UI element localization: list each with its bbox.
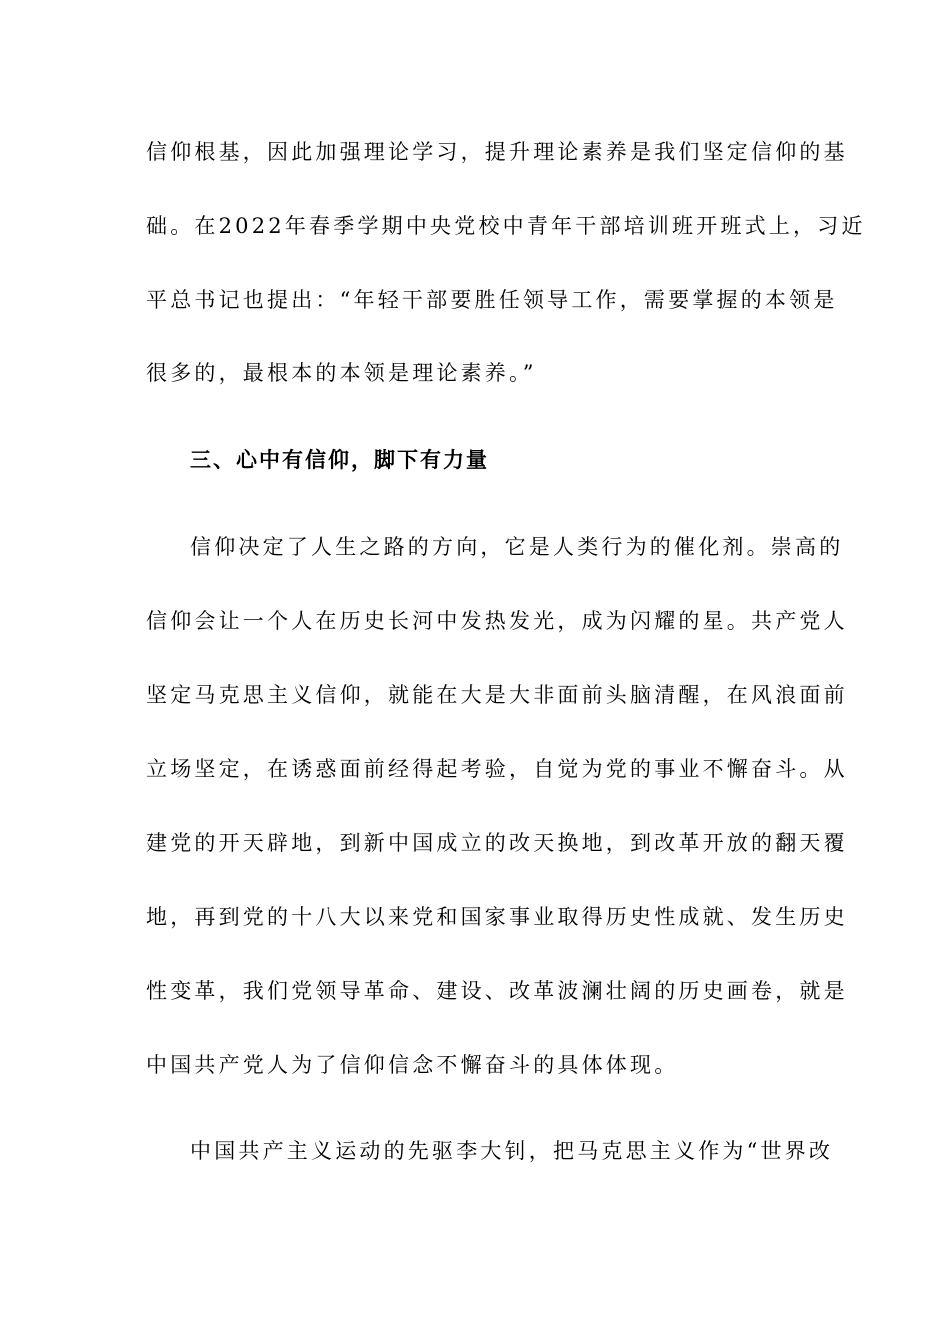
body-text-line: 性变革，我们党领导革命、建设、改革波澜壮阔的历史画卷，就是 xyxy=(146,979,848,1003)
body-text-line: 础。在2022年春季学期中央党校中青年干部培训班开班式上，习近 xyxy=(146,214,866,238)
body-text-line: 中国共产主义运动的先驱李大钊，把马克思主义作为“世界改 xyxy=(190,1139,834,1163)
body-text-line: 坚定马克思主义信仰，就能在大是大非面前头脑清醒，在风浪面前 xyxy=(146,683,848,707)
body-text-line: 地，再到党的十八大以来党和国家事业取得历史性成就、发生历史 xyxy=(146,905,848,929)
body-text-line: 信仰会让一个人在历史长河中发热发光，成为闪耀的星。共产党人 xyxy=(146,609,848,633)
section-heading: 三、心中有信仰，脚下有力量 xyxy=(190,448,489,472)
body-text-line: 立场坚定，在诱惑面前经得起考验，自觉为党的事业不懈奋斗。从 xyxy=(146,757,848,781)
body-text-line: 信仰根基，因此加强理论学习，提升理论素养是我们坚定信仰的基 xyxy=(146,140,848,164)
body-text-line: 信仰决定了人生之路的方向，它是人类行为的催化剂。崇高的 xyxy=(190,535,844,559)
body-text-line: 建党的开天辟地，到新中国成立的改天换地，到改革开放的翻天覆 xyxy=(146,831,848,855)
body-text-line: 很多的，最根本的本领是理论素养。” xyxy=(146,361,537,385)
body-text-line: 中国共产党人为了信仰信念不懈奋斗的具体体现。 xyxy=(146,1053,679,1077)
body-text-line: 平总书记也提出：“年轻干部要胜任领导工作，需要掌握的本领是 xyxy=(146,288,838,312)
